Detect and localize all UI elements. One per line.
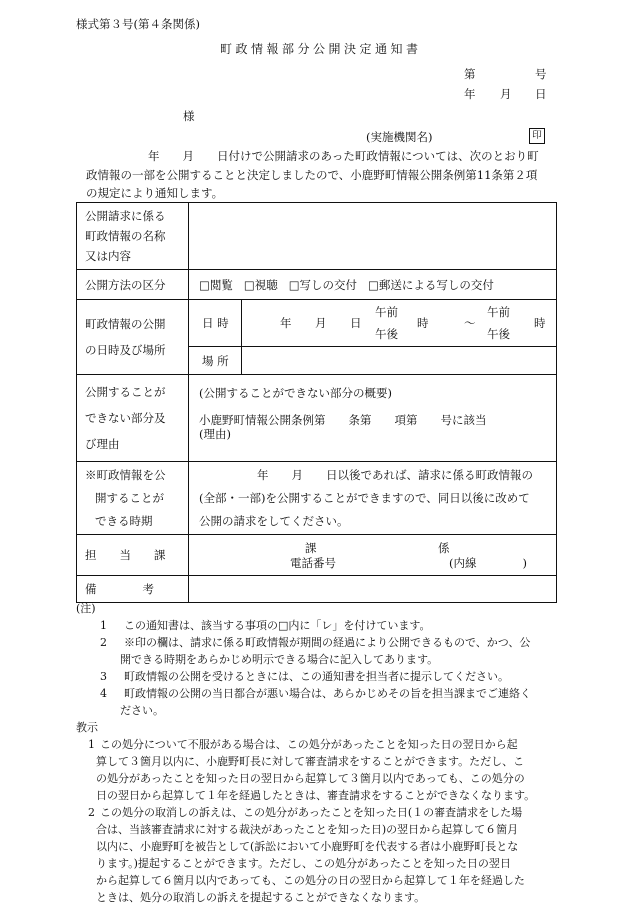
note-number: 2 bbox=[100, 636, 107, 649]
dept-kakari: 係 bbox=[438, 541, 450, 555]
label-line: 開することが bbox=[95, 490, 164, 505]
note-item bbox=[76, 617, 556, 634]
row-method bbox=[77, 270, 557, 300]
option-mail-copy: □郵送による写しの交付 bbox=[368, 277, 494, 292]
kyouji-line: 合は、当該審査請求に対する裁決があったことを知った日)の翌日から起算して６箇月 bbox=[96, 823, 519, 836]
kyouji-number: 1 bbox=[88, 738, 95, 751]
undisclosed-summary: (公開することができない部分の概要) bbox=[199, 386, 392, 400]
row-department bbox=[77, 535, 557, 576]
intro-line-2: 政情報の一部を公開することと決定しましたので、小鹿野町情報公開条例第11条第２項 bbox=[86, 167, 538, 182]
dt-tilde: ～ bbox=[464, 316, 476, 330]
doc-number-dai: 第 bbox=[464, 67, 476, 81]
intro-line-1: 年 月 日付けで公開請求のあった町政情報については、次のとおり町 bbox=[148, 149, 539, 163]
label-line: の日時及び場所 bbox=[85, 343, 166, 357]
intro-line-3: の規定により通知します。 bbox=[86, 186, 224, 200]
dt-pm-1: 午後 bbox=[375, 327, 398, 341]
note-item bbox=[76, 634, 556, 668]
dt-am-1: 午前 bbox=[375, 305, 398, 319]
option-listen: □視聴 bbox=[243, 277, 278, 292]
page-title: 町政情報部分公開決定通知書 bbox=[220, 42, 422, 56]
subcell-divider bbox=[241, 300, 242, 346]
dt-am-2: 午前 bbox=[487, 305, 510, 319]
note-number: 4 bbox=[100, 687, 107, 700]
dept-phone: 電話番号 bbox=[290, 556, 336, 570]
label-undisclosed bbox=[77, 375, 189, 462]
issuer-name: (実施機関名) bbox=[366, 130, 433, 144]
label-line: 町政情報の公開 bbox=[85, 317, 166, 331]
value-remarks bbox=[189, 576, 557, 603]
dt-hour-2: 時 bbox=[534, 316, 546, 330]
date-month: 月 bbox=[500, 87, 512, 101]
label-nichiji: 日 時 bbox=[202, 316, 229, 330]
kyouji-line: から起算して６箇月以内であっても、この処分の日の翌日から起算して１年を経過した bbox=[96, 874, 525, 887]
kyouji-heading: 教示 bbox=[76, 721, 98, 734]
kyouji-line: 算して３箇月以内に、小鹿野町長に対して審査請求をすることができます。ただし、こ bbox=[96, 755, 525, 768]
row-request-content bbox=[77, 203, 557, 270]
value-method bbox=[189, 270, 557, 300]
doc-number-go: 号 bbox=[535, 67, 547, 81]
note-number: 3 bbox=[100, 670, 107, 683]
date-year: 年 bbox=[464, 87, 476, 101]
value-disclosure-time bbox=[189, 462, 557, 535]
dept-extension: (内線 ) bbox=[449, 556, 527, 570]
kyouji-line: この処分について不服がある場合は、この処分があったことを知った日の翌日から起 bbox=[100, 738, 518, 751]
dt-year: 年 bbox=[280, 316, 292, 330]
addressee-honorific: 様 bbox=[183, 109, 195, 123]
label-method: 公開方法の区分 bbox=[77, 270, 189, 300]
kyouji-line: の処分があったことを知った日の翌日から起算して３箇月以内であっても、この処分の bbox=[96, 772, 525, 785]
label-datetime-place bbox=[77, 300, 189, 375]
disclosure-line-3: 公開の請求をしてください。 bbox=[199, 513, 349, 528]
undisclosed-ordinance: 小鹿野町情報公開条例第 条第 項第 号に該当 bbox=[199, 413, 487, 427]
dt-pm-2: 午後 bbox=[487, 327, 510, 341]
kyouji-item bbox=[76, 736, 556, 804]
label-department: 担 当 課 bbox=[77, 535, 189, 576]
dept-ka: 課 bbox=[305, 541, 317, 555]
label-line: 公開することが bbox=[85, 385, 166, 399]
notes-heading: (注) bbox=[76, 602, 96, 615]
note-line: この通知書は、該当する事項の□内に「レ」を付けています。 bbox=[124, 619, 431, 632]
row-undisclosed bbox=[77, 375, 557, 462]
note-item bbox=[76, 685, 556, 719]
value-undisclosed bbox=[189, 375, 557, 462]
subcell-divider bbox=[241, 346, 242, 374]
label-request-content bbox=[77, 203, 189, 270]
disclosure-line-1: 年 月 日以後であれば、請求に係る町政情報の bbox=[257, 467, 533, 482]
value-department bbox=[189, 535, 557, 576]
note-line: 開できる時期をあらかじめ明示できる場合に記入してあります。 bbox=[120, 653, 439, 666]
label-remarks: 備 考 bbox=[77, 576, 189, 603]
option-copy: □写しの交付 bbox=[288, 277, 358, 292]
date-day: 日 bbox=[535, 87, 547, 101]
kyouji-line: 以内に、小鹿野町を被告として(訴訟において小鹿野町を代表する者は小鹿野町長とな bbox=[96, 840, 519, 853]
label-line: 公開請求に係る bbox=[85, 209, 166, 223]
row-datetime-place bbox=[77, 300, 557, 375]
value-datetime-place bbox=[189, 300, 557, 375]
notes-section bbox=[76, 600, 556, 906]
row-disclosure-time bbox=[77, 462, 557, 535]
label-line: ※町政情報を公 bbox=[85, 467, 166, 482]
seal-mark: 印 bbox=[529, 128, 545, 144]
note-item bbox=[76, 668, 556, 685]
kyouji-line: 日の翌日から起算して１年を経過したときは、審査請求をすることができなくなります。 bbox=[96, 789, 536, 802]
label-disclosure-time bbox=[77, 462, 189, 535]
dt-day: 日 bbox=[350, 316, 362, 330]
intro-paragraph bbox=[86, 147, 558, 203]
dt-hour-1: 時 bbox=[417, 316, 429, 330]
dt-month: 月 bbox=[315, 316, 327, 330]
note-line: 町政情報の公開の当日都合が悪い場合は、あらかじめその旨を担当課までご連絡く bbox=[124, 687, 531, 700]
note-number: 1 bbox=[100, 619, 107, 632]
value-request-content bbox=[189, 203, 557, 270]
label-line: できる時期 bbox=[95, 513, 153, 528]
kyouji-line: この処分の取消しの訴えは、この処分があったことを知った日(１の審査請求をした場 bbox=[100, 806, 523, 819]
kyouji-line: ります。)提起することができます。ただし、この処分があったことを知った日の翌日 bbox=[96, 857, 511, 870]
kyouji-line: ときは、処分の取消しの訴えを提起することができなくなります。 bbox=[96, 891, 426, 904]
label-line: できない部分及 bbox=[85, 411, 166, 425]
label-line: 町政情報の名称 bbox=[85, 229, 166, 243]
note-line: 町政情報の公開を受けるときには、この通知書を担当者に提示してください。 bbox=[124, 670, 509, 683]
undisclosed-reason: (理由) bbox=[199, 427, 231, 441]
disclosure-line-2: (全部・一部)を公開することができますので、同日以後に改めて bbox=[199, 490, 530, 505]
option-view: □閲覧 bbox=[199, 277, 233, 292]
kyouji-item bbox=[76, 804, 556, 906]
form-number: 様式第３号(第４条関係) bbox=[76, 17, 200, 31]
label-line: 又は内容 bbox=[85, 249, 131, 263]
kyouji-number: 2 bbox=[88, 806, 95, 819]
note-line: ※印の欄は、請求に係る町政情報が期間の経過により公開できるもので、かつ、公 bbox=[124, 636, 531, 649]
label-basho: 場 所 bbox=[202, 354, 229, 368]
note-line: ださい。 bbox=[120, 704, 164, 717]
row-remarks bbox=[77, 576, 557, 603]
datetime-subrow bbox=[189, 300, 557, 347]
decision-table bbox=[76, 202, 557, 603]
label-line: び理由 bbox=[85, 437, 120, 451]
